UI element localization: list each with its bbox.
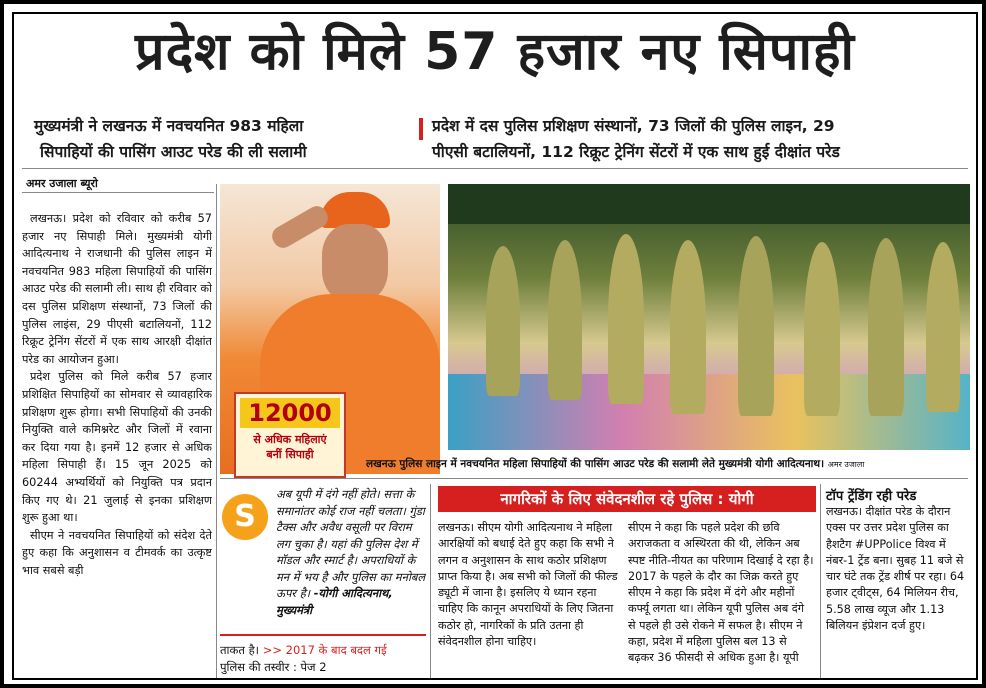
cadet-figure [670,240,706,414]
section-col-1: लखनऊ। सीएम योगी आदित्यनाथ ने महिला आरक्षियों को बधाई देते हुए कहा कि सभी ने लगन व अनुशासन के साथ कठोर प्रशिक्षण प्राप्त किया है। अब सभी को जिलों की फील्ड ड्यूटी में जाना है। इसलिए ये ध्यान रहना चाहिए कि कानून अपराधियों के लिए जितना कठोर हो, नागरिकों के प्रति उतना ही संवेदनशील होना चाहिए। [438,521,618,649]
main-article [22,210,212,678]
caption-rule [220,478,968,479]
photo-credit: अमर उजाला [827,460,865,469]
subhead-right-line2: पीएसी बटालियनों, 112 रिक्रूट ट्रेनिंग सेंटरों में एक साथ हुई दीक्षांत परेड [432,143,840,161]
trending-divider [820,484,821,678]
bottom-teaser [220,642,430,676]
bottom-teaser-text: ताकत है। [220,643,260,657]
main-article-para-2: प्रदेश पुलिस को मिले करीब 57 हजार प्रशिक्षित सिपाहियों का सोमवार से व्यावहारिक प्रशिक्षण शुरू होगा। सभी सिपाहियों की उनकी नियुक्ति वाले कमिश्नरेट और जिलों में रवाना कर दिया गया है। इनमें 12 हजार से अधिक महिला सिपाही हैं। 15 जून 2025 को 60244 अभ्यर्थियों को नियुक्ति पत्र प्रदान किए गए थे। 21 जुलाई से इनका प्रशिक्षण शुरू हुआ था। [22,370,212,525]
stat-badge-line2: बनीं सिपाही [266,448,314,461]
photo-caption-row [366,456,966,473]
subhead-left-line2: सिपाहियों की पासिंग आउट परेड की ली सलामी [40,143,307,161]
main-article-para-3: सीएम ने नवचयनित सिपाहियों को संदेश देते हुए कहा कि अनुशासन व टीमवर्क का उत्कृष्ट भाव सबसे बड़ी [22,528,212,577]
section-heading: नागरिकों के लिए संवेदनशील रहे पुलिस : योगी [438,486,816,512]
byline-rule [22,192,214,193]
cm-quote-text: अब यूपी में दंगे नहीं होते। सत्ता के समानांतर कोई राज नहीं चलता। गुंडा टैक्स और अवैध वसूली पर विराम लग चुका है। यहां की पुलिस देश में मॉडल और स्मार्ट है। अपराधियों के मन में भय है और पुलिस का मनोबल ऊपर है। [276,487,426,600]
stat-badge [234,392,346,478]
cadet-figure [486,246,520,396]
subhead-left-line1: मुख्यमंत्री ने लखनऊ में नवचयनित 983 महिला [34,117,304,135]
parade-photo [448,184,970,450]
backdrop-shape [448,184,970,224]
subhead-rule [22,168,968,169]
cadet-figure [738,236,774,416]
page-headline: प्रदेश को मिले 57 हजार नए सिपाही [134,22,856,82]
page-ref-link[interactable]: >> 2017 के बाद बदल गई [262,643,387,657]
cm-quote [276,486,426,626]
cadet-figure [608,234,644,404]
main-article-para-1: लखनऊ। प्रदेश को रविवार को करीब 57 हजार नए सिपाही मिले। मुख्यमंत्री योगी आदित्यनाथ ने राजधानी की पुलिस लाइन में नवचयनित 983 महिला सिपाहियों की पासिंग आउट परेड की सलामी ली। साथ ही रविवार को दस पुलिस प्रशिक्षण संस्थानों, 73 जिलों की पुलिस लाइंस, 29 पीएसी बटालियनों, 112 रिक्रूट ट्रेनिंग सेंटरों में एक साथ आरक्षी दीक्षांत परेड का आयोजन हुआ। [22,212,212,366]
trending-heading: टॉप ट्रेंडिंग रही परेड [826,489,917,504]
saffron-cap-shape [320,192,390,228]
page-ref-line2[interactable]: पुलिस की तस्वीर : पेज 2 [220,660,327,674]
face-shape [322,224,388,302]
brand-logo-icon: S [222,494,268,540]
quote-divider [430,484,431,678]
section-col-2: सीएम ने कहा कि पहले प्रदेश की छवि अराजकता व अस्थिरता की थी, लेकिन अब स्पष्ट नीति-नीयत का परिणाम दिखाई दे रहा है। 2017 के पहले के दौर का जिक्र करते हुए सीएम ने कहा कि प्रदेश में दंगे और महीनों कर्फ्यू लगता था। लेकिन यूपी पुलिस अब दंगे से पहले ही उसे रोकने में सफल है। सीएम ने कहा, प्रदेश में महिला पुलिस बल 13 से बढ़कर 36 फीसदी से अधिक हुआ है। यूपी [628,521,814,665]
quote-rule [220,634,426,636]
cadet-figure [548,240,582,400]
subhead-divider [419,118,423,140]
cadet-figure [868,238,904,416]
cadet-figure [926,242,960,412]
cadet-figure [804,242,840,416]
cm-quote-attribution: -योगी आदित्यनाथ, मुख्यमंत्री [276,586,393,617]
stat-badge-line1: से अधिक महिलाएं [253,433,327,446]
clipping-frame [12,12,978,680]
stat-badge-number: 12000 [240,398,340,428]
photo-caption: लखनऊ पुलिस लाइन में नवचयनित महिला सिपाहियों की पासिंग आउट परेड की सलामी लेते मुख्यमंत्री योगी आदित्यनाथ। [366,458,825,470]
column-divider [216,184,217,678]
subhead-right-line1: प्रदेश में दस पुलिस प्रशिक्षण संस्थानों, 73 जिलों की पुलिस लाइन, 29 [432,117,835,135]
byline: अमर उजाला ब्यूरो [26,177,98,190]
trending-text: लखनऊ। दीक्षांत परेड के दौरान एक्स पर उत्तर प्रदेश पुलिस का हैशटैग #UPPolice विश्व में नंबर-1 ट्रेंड बना। सुबह 11 बजे से चार घंटे तक ट्रेंड शीर्ष पर रहा। 64 हजार ट्वीट्स, 64 मिलियन रीच, 5.58 लाख व्यूज और 1.13 बिलियन इंप्रेशन दर्ज हुए। [826,505,965,633]
